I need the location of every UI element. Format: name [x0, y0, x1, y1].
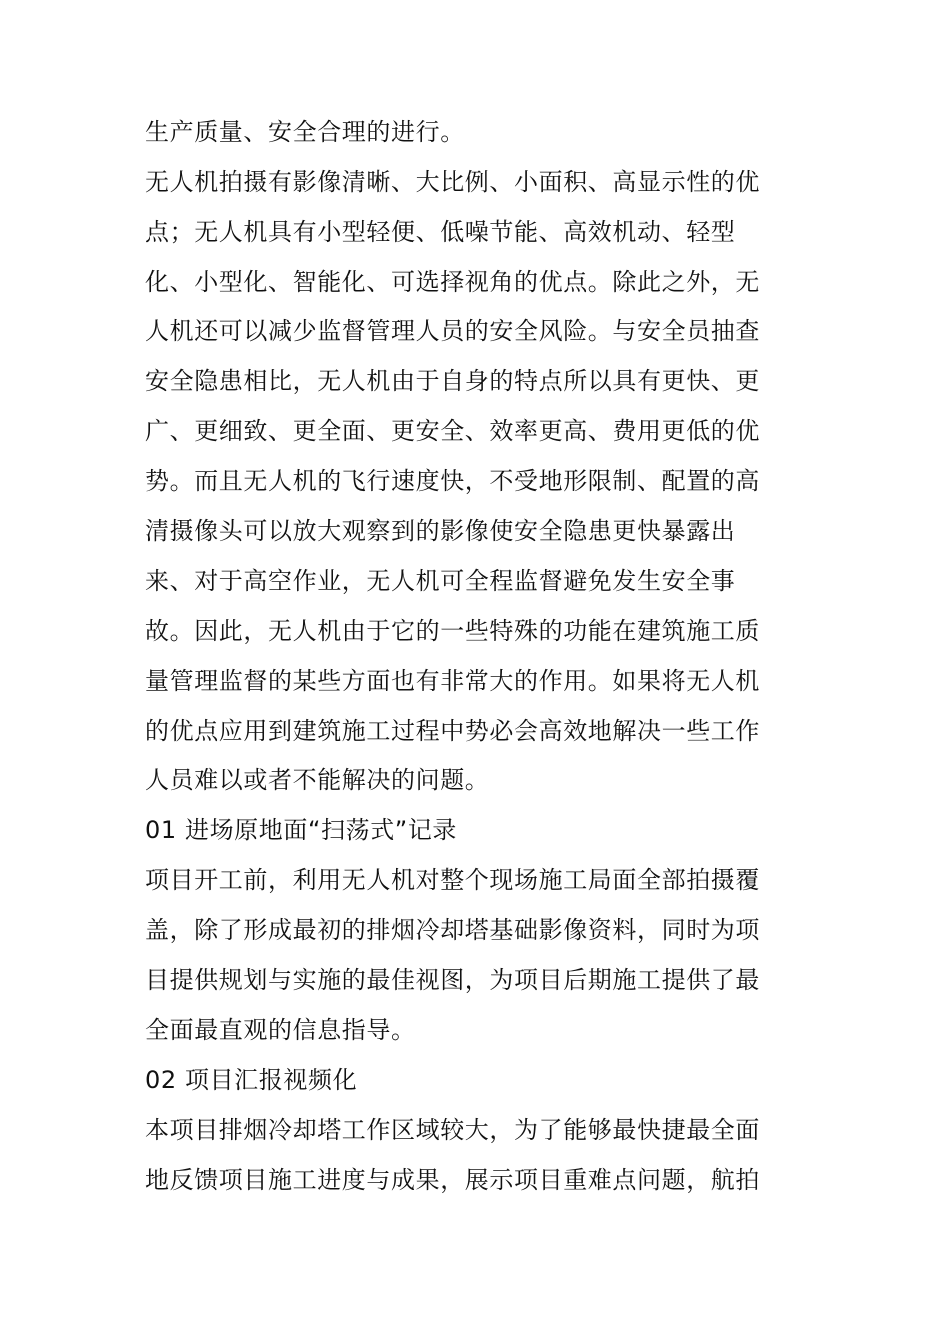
text-line: 化、小型化、智能化、可选择视角的优点。除此之外，无: [145, 268, 760, 296]
text-line: 广、更细致、更全面、更安全、效率更高、费用更低的优: [145, 417, 760, 445]
text-line: 全面最直观的信息指导。: [145, 1016, 416, 1044]
text-line: 量管理监督的某些方面也有非常大的作用。如果将无人机: [145, 667, 760, 695]
text-line: 点；无人机具有小型轻便、低噪节能、高效机动、轻型: [145, 218, 736, 246]
text-line: 清摄像头可以放大观察到的影像使安全隐患更快暴露出: [145, 517, 736, 545]
text-line: 本项目排烟冷却塔工作区域较大，为了能够最快捷最全面: [145, 1116, 760, 1144]
section-heading-02: 02 项目汇报视频化: [145, 1066, 358, 1094]
section-heading-01: 01 进场原地面“扫荡式”记录: [145, 816, 458, 844]
text-line: 安全隐患相比，无人机由于自身的特点所以具有更快、更: [145, 367, 760, 395]
text-line: 目提供规划与实施的最佳视图，为项目后期施工提供了最: [145, 966, 760, 994]
text-line: 的优点应用到建筑施工过程中势必会高效地解决一些工作: [145, 717, 760, 745]
text-line: 盖，除了形成最初的排烟冷却塔基础影像资料，同时为项: [145, 916, 760, 944]
text-line: 无人机拍摄有影像清晰、大比例、小面积、高显示性的优: [145, 168, 760, 196]
text-line: 生产质量、安全合理的进行。: [145, 118, 465, 146]
text-line: 势。而且无人机的飞行速度快，不受地形限制、配置的高: [145, 467, 760, 495]
text-line: 人机还可以减少监督管理人员的安全风险。与安全员抽查: [145, 317, 760, 345]
text-line: 人员难以或者不能解决的问题。: [145, 766, 490, 794]
text-line: 来、对于高空作业，无人机可全程监督避免发生安全事: [145, 567, 736, 595]
text-line: 项目开工前，利用无人机对整个现场施工局面全部拍摄覆: [145, 866, 760, 894]
text-line: 故。因此，无人机由于它的一些特殊的功能在建筑施工质: [145, 617, 760, 645]
text-line: 地反馈项目施工进度与成果，展示项目重难点问题，航拍: [145, 1166, 760, 1194]
